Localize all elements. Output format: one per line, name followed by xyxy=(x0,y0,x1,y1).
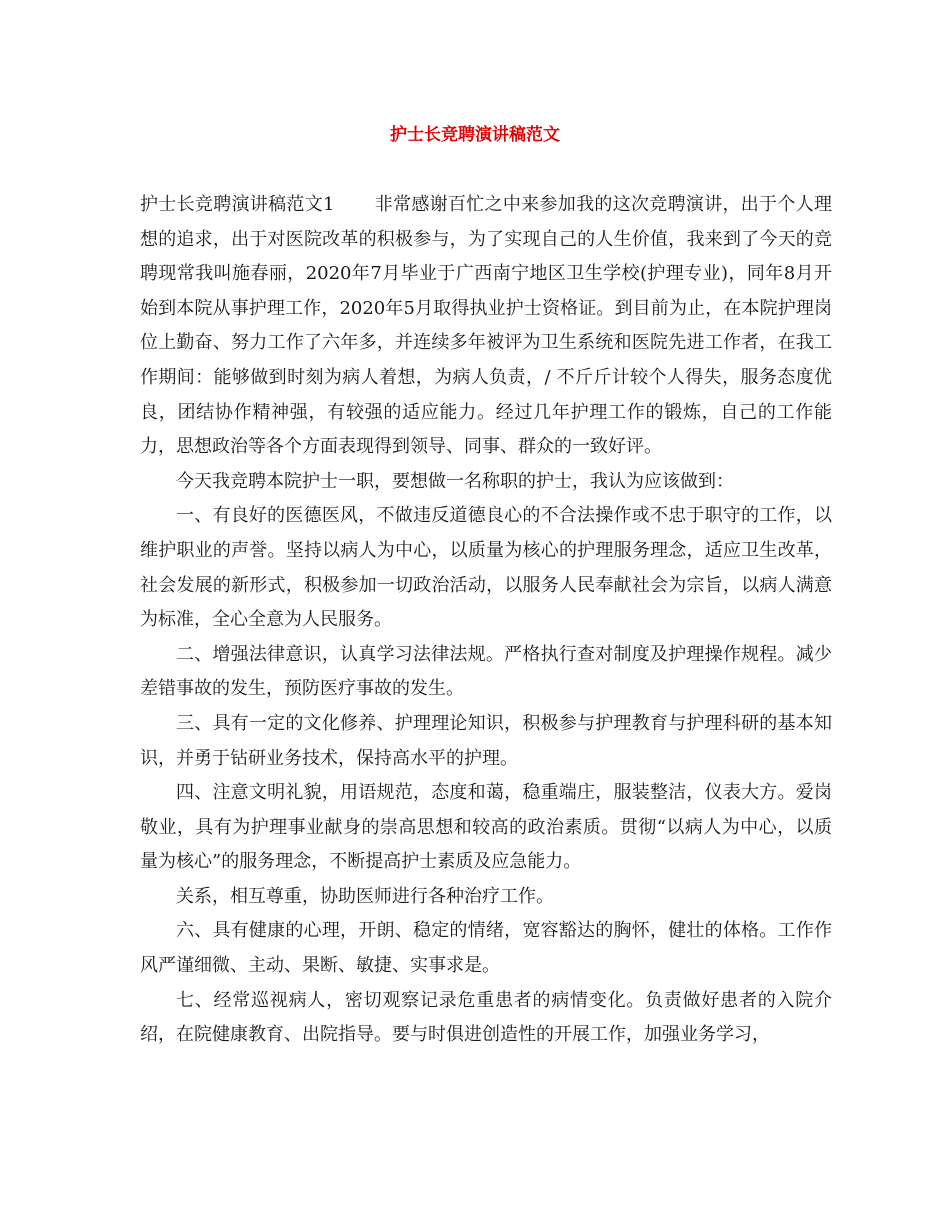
paragraph-2: 今天我竞聘本院护士一职，要想做一名称职的护士，我认为应该做到： xyxy=(176,470,734,492)
paragraph-1-text: 非常感谢百忙之中来参加我的这次竞聘演讲，出于个人理想的追求，出于对医院改革的积极参与，为了实现自己的人生价值，我来到了今天的竞聘现常我叫施春丽，2020年7月毕业于广西南宁地区卫生学校(护理专业)，同年8月开始到本院从事护理工作，2020年5月取得执业护士资格证。到目前为止，在本院护理岗位上勤奋、努力工作了六年多，并连续多年被评为卫生系统和医院先进工作者，在我工作期间：能够做到时刻为病人着想，为病人负责，/ 不斤斤计较个人得失，服务态度优良，团结协作精神强，有较强的适应能力。经过几年护理工作的锻炼，自己的工作能力，思想政治等各个方面表现得到领导、同事、群众的一致好评。 xyxy=(140,194,832,458)
paragraph-7: 关系，相互尊重，协助医师进行各种治疗工作。 xyxy=(176,885,554,907)
document-title: 护士长竞聘演讲稿范文 xyxy=(390,125,560,145)
paragraph-4: 二、增强法律意识，认真学习法律法规。严格执行查对制度及护理操作规程。减少差错事故的发生，预防医疗事故的发生。 xyxy=(140,643,832,700)
paragraph-3: 一、有良好的医德医风，不做违反道德良心的不合法操作或不忠于职守的工作，以维护职业的声誉。坚持以病人为中心，以质量为核心的护理服务理念，适应卫生改革，社会发展的新形式，积极参加一切政治活动，以服务人民奉献社会为宗旨，以病人满意为标准，全心全意为人民服务。 xyxy=(140,505,832,631)
paragraph-1-heading: 护士长竞聘演讲稿范文1 xyxy=(140,194,335,215)
paragraph-9: 七、经常巡视病人，密切观察记录危重患者的病情变化。负责做好患者的入院介绍，在院健康教育、出院指导。要与时俱进创造性的开展工作，加强业务学习， xyxy=(140,989,832,1046)
paragraph-6: 四、注意文明礼貌，用语规范，态度和蔼，稳重端庄，服装整洁，仪表大方。爱岗敬业，具有为护理事业献身的崇高思想和较高的政治素质。贯彻“以病人为中心，以质量为核心”的服务理念，不断提高护士素质及应急能力。 xyxy=(140,782,832,873)
paragraph-1 xyxy=(140,188,832,465)
paragraph-5: 三、具有一定的文化修养、护理理论知识，积极参与护理教育与护理科研的基本知识，并勇于钻研业务技术，保持高水平的护理。 xyxy=(140,712,832,769)
document-body xyxy=(140,188,832,1053)
paragraph-8: 六、具有健康的心理，开朗、稳定的情绪，宽容豁达的胸怀，健壮的体格。工作作风严谨细微、主动、果断、敏捷、实事求是。 xyxy=(140,920,832,977)
